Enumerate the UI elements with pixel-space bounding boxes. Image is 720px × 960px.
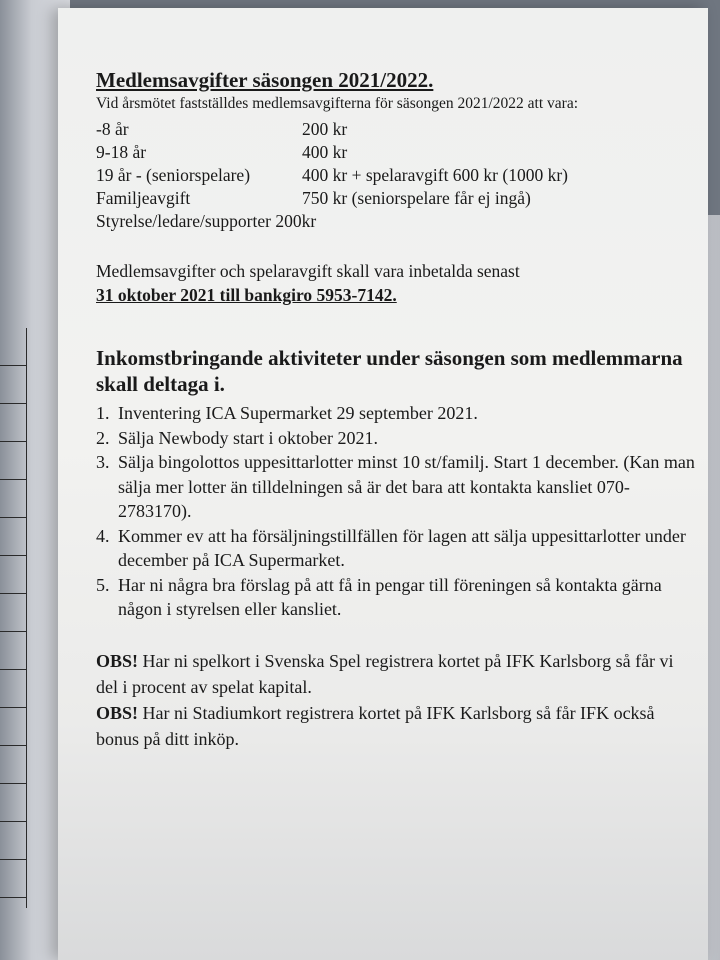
fee-label: 9-18 år — [96, 142, 147, 162]
fee-label: Familjeavgift — [96, 188, 191, 208]
page-content — [96, 68, 696, 752]
fee-label: -8 år — [96, 119, 129, 139]
activities-title: Inkomstbringande aktiviteter under säsongen som medlemmarna skall deltaga i. — [96, 346, 683, 396]
obs-note: OBS! Har ni Stadiumkort registrera kortet på IFK Karlsborg så får IFK också bonus på ditt inköp. — [96, 702, 655, 749]
payment-deadline: 31 oktober 2021 till bankgiro 5953-7142. — [96, 285, 397, 305]
fees-intro: Vid årsmötet fastställdes medlemsavgifterna för säsongen 2021/2022 att vara: — [96, 95, 579, 112]
fee-value: 400 kr — [302, 142, 348, 162]
fee-table — [96, 118, 696, 233]
fee-row — [96, 187, 696, 210]
fee-row — [96, 118, 696, 141]
obs-label: OBS! — [96, 650, 139, 671]
fee-row — [96, 141, 696, 164]
list-item: 2. Sälja Newbody start i oktober 2021. — [96, 427, 378, 448]
payment-info — [96, 259, 696, 307]
adjacent-page-table — [0, 328, 27, 908]
fee-value: 750 kr (seniorspelare får ej ingå) — [302, 188, 531, 208]
obs-note: OBS! Har ni spelkort i Svenska Spel registrera kortet på IFK Karlsborg så får vi del i procent av spelat kapital. — [96, 650, 674, 697]
fees-title: Medlemsavgifter säsongen 2021/2022. — [96, 68, 434, 92]
document-page — [58, 8, 708, 960]
fee-label: 19 år - (seniorspelare) — [96, 165, 251, 185]
payment-text: Medlemsavgifter och spelaravgift skall vara inbetalda senast — [96, 261, 520, 281]
fee-value: 400 kr + spelaravgift 600 kr (1000 kr) — [302, 165, 568, 185]
fee-label: Styrelse/ledare/supporter 200kr — [96, 211, 317, 231]
fee-row — [96, 164, 696, 187]
list-item: 5. Har ni några bra förslag på att få in pengar till föreningen så kontakta gärna någon i styrelsen eller kansliet. — [96, 574, 662, 619]
fee-value: 200 kr — [302, 119, 348, 139]
list-item: 4. Kommer ev att ha försäljningstillfällen för lagen att sälja uppesittarlotter under december på ICA Supermarket. — [96, 525, 686, 570]
fee-row — [96, 210, 696, 233]
activities-list — [96, 401, 696, 622]
list-item: 1. Inventering ICA Supermarket 29 september 2021. — [96, 403, 478, 423]
list-item: 3. Sälja bingolottos uppesittarlotter minst 10 st/familj. Start 1 december. (Kan man sälja mer lotter än tilldelningen så är det bara att kontakta kansliet 070-2783170). — [96, 452, 695, 521]
obs-label: OBS! — [96, 702, 139, 723]
obs-notes — [96, 648, 696, 752]
